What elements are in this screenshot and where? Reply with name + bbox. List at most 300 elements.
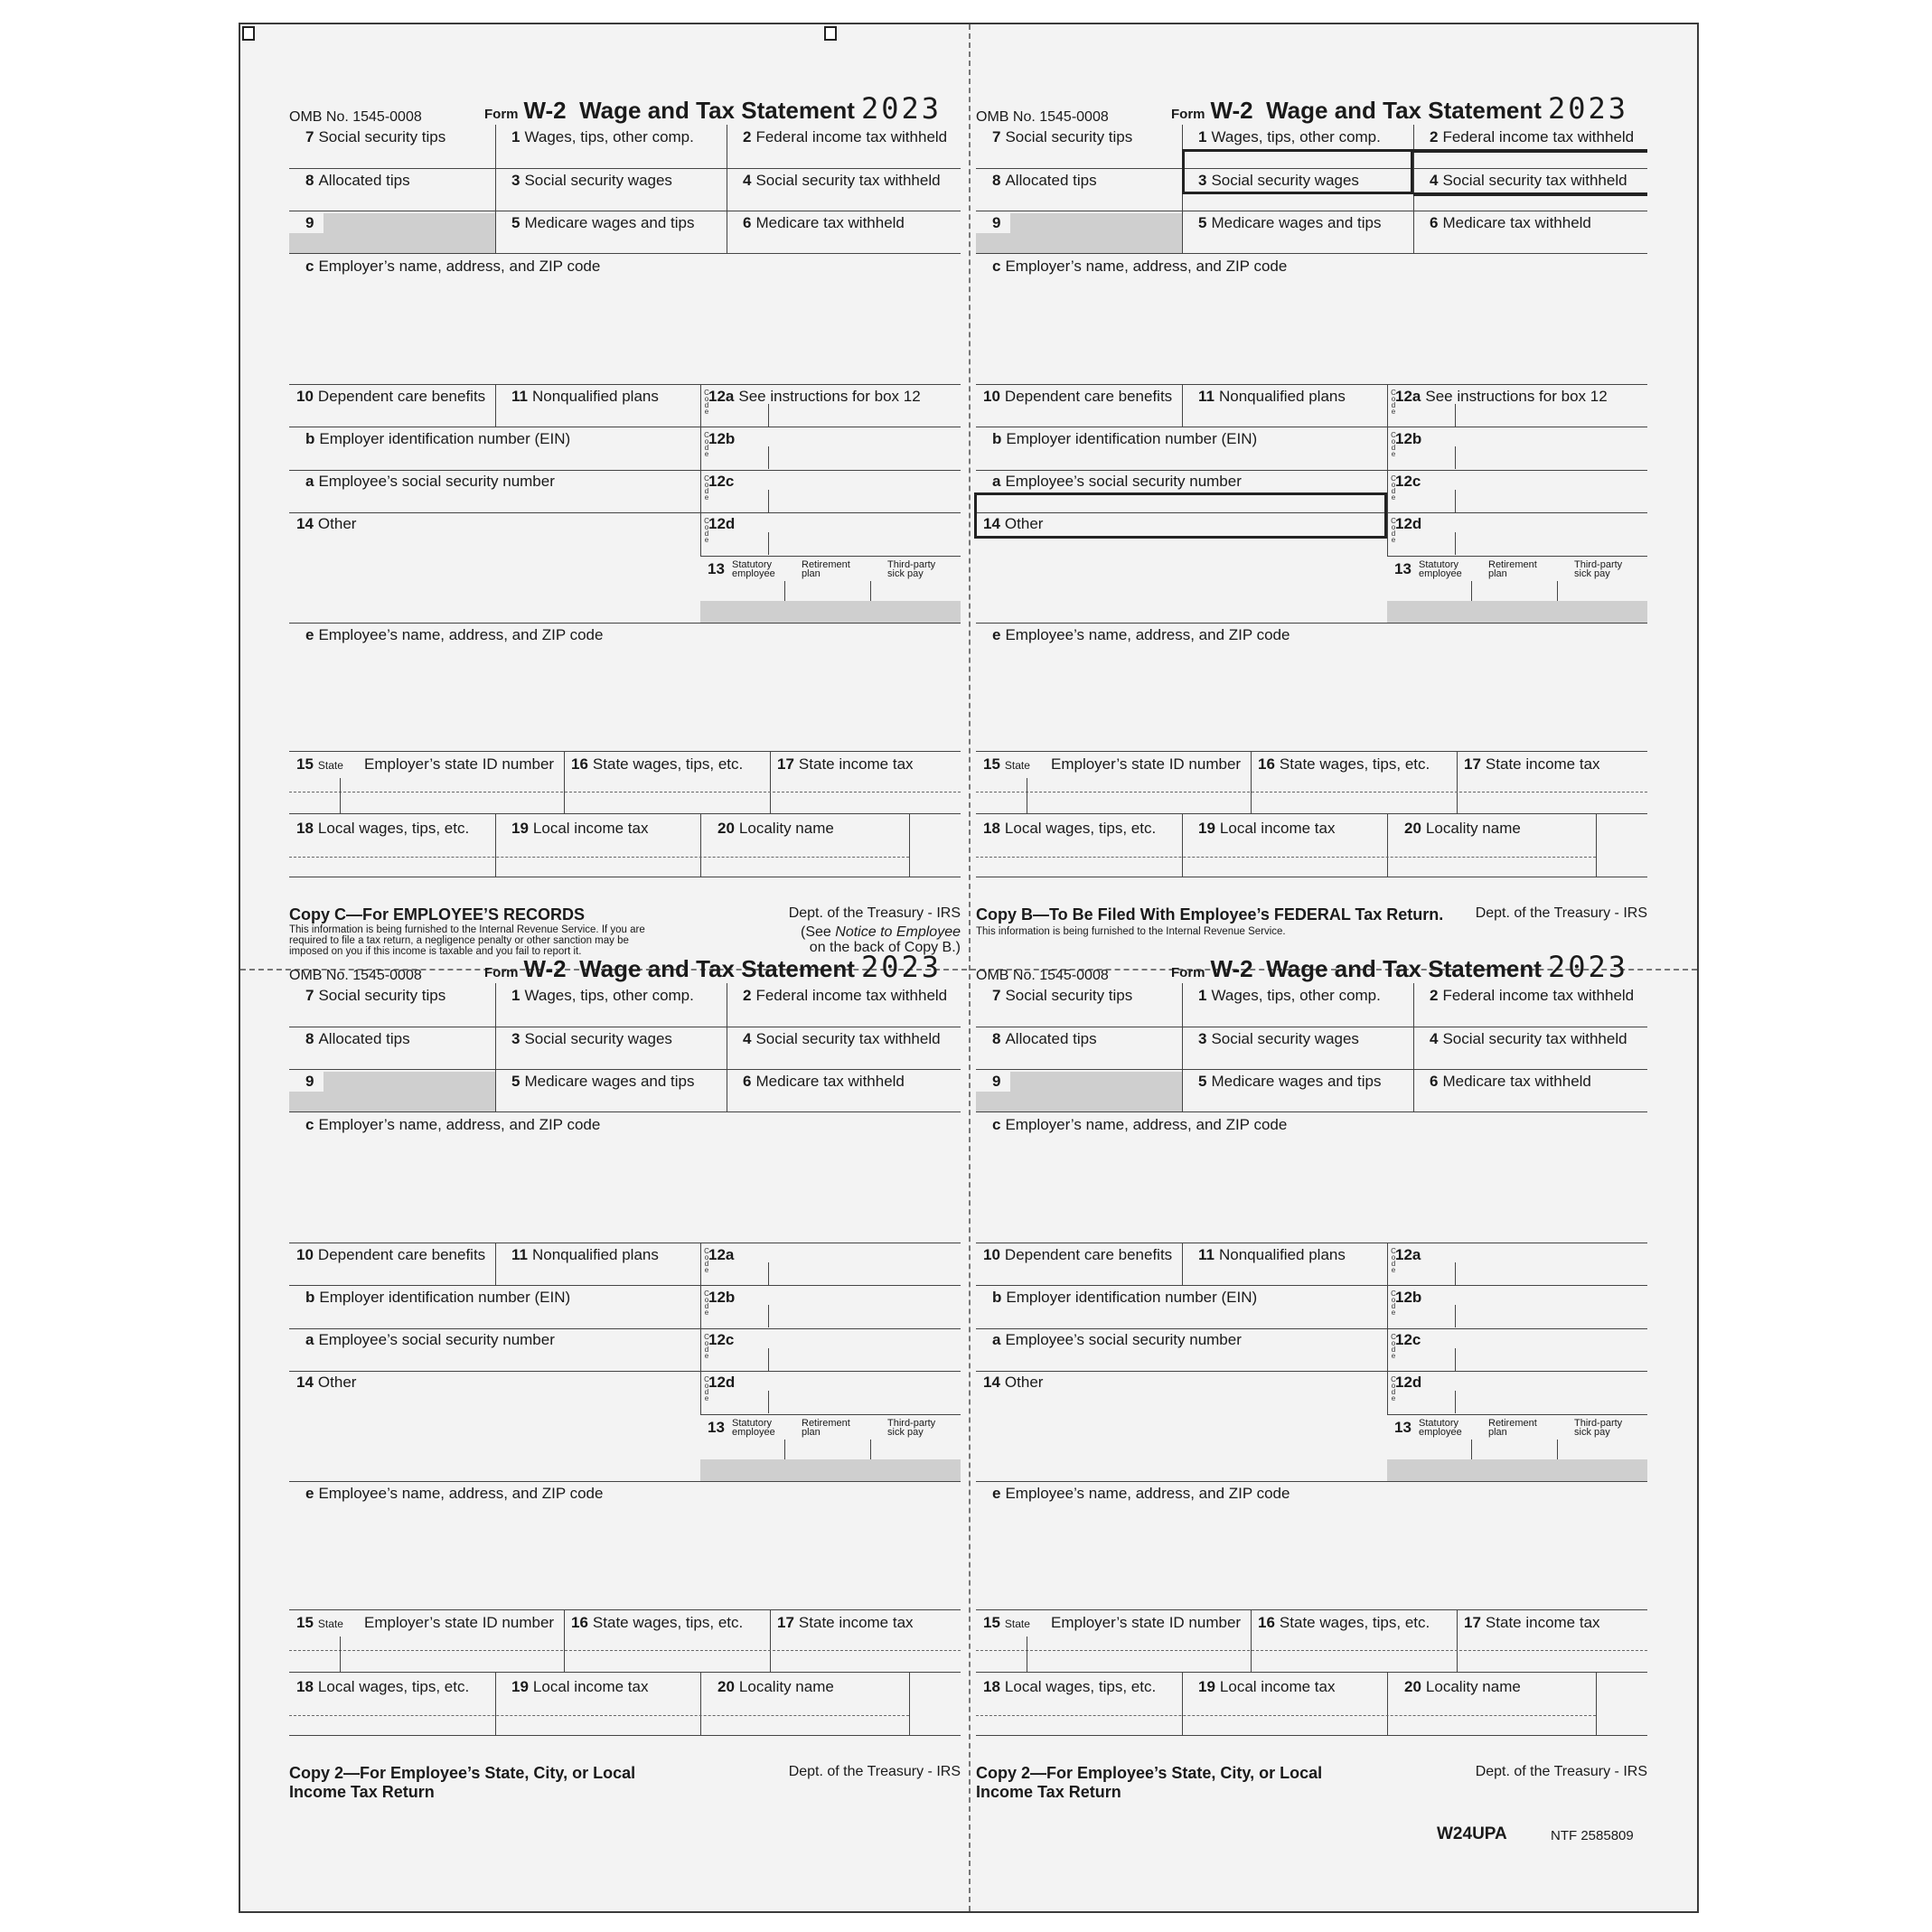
box-1 xyxy=(511,987,694,1005)
box-12-amount-field[interactable] xyxy=(769,446,961,469)
medicare-tax-field[interactable] xyxy=(727,1089,961,1111)
federal-tax-field[interactable] xyxy=(727,145,961,168)
box-label: Nonqualified plans xyxy=(1218,1246,1346,1263)
rule xyxy=(976,1328,1647,1329)
box-12-amount-field[interactable] xyxy=(1456,404,1647,427)
state-income-tax-field[interactable] xyxy=(770,1632,961,1672)
box-label: Employer’s name, address, and ZIP code xyxy=(1005,1116,1288,1133)
box-number: 2 xyxy=(1430,987,1439,1004)
box-label: State wages, tips, etc. xyxy=(1279,1614,1430,1631)
box-13-label: plan xyxy=(1488,1427,1507,1438)
retirement-plan-checkbox[interactable] xyxy=(1518,1440,1543,1459)
local-income-tax-field[interactable] xyxy=(1182,1695,1387,1735)
box-label: Locality name xyxy=(738,1678,834,1695)
box-label: Other xyxy=(317,515,357,532)
employer-name-field[interactable] xyxy=(289,1134,961,1243)
form-title xyxy=(1171,955,1542,987)
box-label: Social security tips xyxy=(318,987,446,1004)
nonqualified-plans-field[interactable] xyxy=(1182,404,1387,427)
box-number: 6 xyxy=(743,1073,752,1090)
box-18 xyxy=(983,1678,1156,1696)
box-12b xyxy=(708,1289,739,1307)
box-number: 1 xyxy=(1198,987,1207,1004)
copy-title-line-1: Copy 2—For Employee’s State, City, or Local xyxy=(976,1764,1323,1782)
employer-state-id-field[interactable] xyxy=(340,774,564,813)
allocated-tips-field[interactable] xyxy=(289,1046,495,1069)
box-label: State wages, tips, etc. xyxy=(592,755,744,773)
box-label: Employer’s name, address, and ZIP code xyxy=(318,258,601,275)
state-field[interactable] xyxy=(289,774,340,813)
box-number: e xyxy=(992,1485,1001,1502)
third-party-sick-pay-checkbox[interactable] xyxy=(917,1440,943,1459)
third-party-sick-pay-checkbox[interactable] xyxy=(1604,1440,1629,1459)
rule xyxy=(784,1440,785,1459)
retirement-plan-checkbox[interactable] xyxy=(831,581,857,601)
rule xyxy=(1387,556,1647,557)
rule xyxy=(1557,1440,1558,1459)
state-wages-field[interactable] xyxy=(1251,1632,1457,1672)
dept-treasury: Dept. of the Treasury - IRS xyxy=(788,905,961,921)
local-wages-field[interactable] xyxy=(289,1695,495,1735)
code-label: C o d e xyxy=(1391,431,1396,458)
tax-year: 2023 xyxy=(1548,950,1629,984)
box-3 xyxy=(511,1030,672,1048)
box-number: 12a xyxy=(1395,1246,1421,1263)
state-income-tax-field[interactable] xyxy=(770,774,961,813)
dependent-care-field[interactable] xyxy=(976,404,1182,427)
retirement-plan-checkbox[interactable] xyxy=(831,1440,857,1459)
w2-form-copy-c xyxy=(289,0,961,957)
box-5 xyxy=(511,1073,695,1091)
wages-field[interactable] xyxy=(495,145,727,168)
box-number: 7 xyxy=(992,128,1001,145)
allocated-tips-field[interactable] xyxy=(976,1046,1182,1069)
box-19 xyxy=(1198,820,1336,838)
social-security-tips-field[interactable] xyxy=(976,1003,1182,1027)
locality-name-field[interactable] xyxy=(1387,1695,1596,1735)
ssn-field[interactable] xyxy=(289,489,700,512)
box-12-amount-field[interactable] xyxy=(769,404,961,427)
copy-title-line-2: Income Tax Return xyxy=(976,1783,1121,1801)
notice-to-employee-text: Notice to Employee xyxy=(835,924,961,940)
federal-tax-field[interactable] xyxy=(1413,145,1647,168)
box-12-amount-field[interactable] xyxy=(1456,1348,1647,1371)
third-party-sick-pay-checkbox[interactable] xyxy=(917,581,943,601)
other-field[interactable] xyxy=(289,533,700,614)
box-number: 5 xyxy=(511,1073,521,1090)
box-number: 12a xyxy=(1395,388,1421,405)
ntf-number: NTF 2585809 xyxy=(1551,1828,1634,1843)
copy-title: Copy C—For EMPLOYEE’S RECORDS xyxy=(289,905,586,924)
box-18 xyxy=(296,820,469,838)
employer-name-field[interactable] xyxy=(976,276,1647,384)
state-label: State xyxy=(1004,759,1030,772)
box-number: 2 xyxy=(1430,128,1439,145)
box-label: Employee’s name, address, and ZIP code xyxy=(1005,626,1290,643)
retirement-plan-label xyxy=(802,560,850,578)
retirement-plan-label xyxy=(802,1419,850,1437)
ein-field[interactable] xyxy=(289,446,700,470)
box-label: Allocated tips xyxy=(1005,1030,1097,1047)
statutory-employee-checkbox[interactable] xyxy=(750,581,775,601)
box-e xyxy=(992,626,1290,644)
dependent-care-field[interactable] xyxy=(289,1262,495,1285)
federal-tax-field[interactable] xyxy=(727,1003,961,1027)
medicare-wages-field[interactable] xyxy=(495,230,727,253)
box-label: Employee’s social security number xyxy=(318,1331,555,1348)
retirement-plan-label xyxy=(1488,560,1537,578)
shaded-box xyxy=(289,233,495,253)
box-13-label: Retirement xyxy=(802,559,850,570)
ss-tax-field[interactable] xyxy=(1413,1046,1647,1069)
box-12-amount-field[interactable] xyxy=(1456,490,1647,512)
statutory-employee-checkbox[interactable] xyxy=(750,1440,775,1459)
box-number: 14 xyxy=(296,1374,314,1391)
box-label: Nonqualified plans xyxy=(531,388,659,405)
box-13-label: Retirement xyxy=(1488,559,1537,570)
box-label: Local income tax xyxy=(1219,820,1336,837)
box-15 xyxy=(983,755,1030,774)
box-16 xyxy=(1258,755,1430,774)
box-number: 18 xyxy=(296,820,314,837)
dept-treasury: Dept. of the Treasury - IRS xyxy=(788,1764,961,1779)
rule xyxy=(976,1609,1647,1610)
box-number: 19 xyxy=(1198,820,1215,837)
box-13-label: plan xyxy=(1488,568,1507,579)
state-wages-field[interactable] xyxy=(564,1632,770,1672)
box-number: 9 xyxy=(992,214,1001,231)
employer-state-id-field[interactable] xyxy=(340,1632,564,1672)
box-number: 14 xyxy=(983,515,1000,532)
box-12-amount-field[interactable] xyxy=(1456,446,1647,469)
shaded-box xyxy=(324,213,495,233)
box-12d xyxy=(1395,1374,1426,1392)
box-14 xyxy=(296,515,356,533)
social-security-tips-field[interactable] xyxy=(976,145,1182,168)
box-11 xyxy=(511,388,659,406)
box-label: Other xyxy=(1004,515,1044,532)
box-number: 12b xyxy=(708,1289,736,1306)
box-number: 11 xyxy=(511,1246,528,1263)
employee-name-field[interactable] xyxy=(289,1503,961,1609)
box-number: 12b xyxy=(1395,1289,1422,1306)
ssn-field[interactable] xyxy=(289,1347,700,1371)
ss-tax-field[interactable] xyxy=(727,188,961,211)
box-number: 6 xyxy=(1430,1073,1439,1090)
box-number: 17 xyxy=(777,755,794,773)
box-label: Social security tips xyxy=(1005,987,1133,1004)
box-label: State income tax xyxy=(1485,1614,1600,1631)
box-number: 16 xyxy=(1258,1614,1275,1631)
form-name: W-2 xyxy=(523,97,567,124)
rule xyxy=(700,1243,701,1414)
box-number: 12c xyxy=(1395,1331,1421,1348)
box-number: 8 xyxy=(992,172,1001,189)
allocated-tips-field[interactable] xyxy=(976,188,1182,211)
locality-name-field[interactable] xyxy=(700,1695,909,1735)
box-12-amount-field[interactable] xyxy=(1456,1391,1647,1413)
box-17 xyxy=(777,1614,914,1632)
box-13-label: plan xyxy=(802,1427,821,1438)
dependent-care-field[interactable] xyxy=(976,1262,1182,1285)
box-12c xyxy=(1395,473,1425,491)
box-12-amount-field[interactable] xyxy=(1456,1305,1647,1327)
box-20 xyxy=(1404,1678,1521,1696)
box-label: Locality name xyxy=(1425,1678,1521,1695)
rule xyxy=(289,1672,961,1673)
box-12a xyxy=(1395,1246,1425,1264)
box-number: 1 xyxy=(1198,128,1207,145)
box-number: 11 xyxy=(1198,388,1215,405)
box-number: 10 xyxy=(296,388,314,405)
w2-form-copy-2-right xyxy=(976,858,1647,1801)
medicare-tax-field[interactable] xyxy=(727,230,961,253)
employee-name-field[interactable] xyxy=(289,644,961,751)
statutory-employee-checkbox[interactable] xyxy=(1437,581,1462,601)
box-label: Dependent care benefits xyxy=(317,1246,486,1263)
box-12a xyxy=(708,388,921,406)
statutory-employee-checkbox[interactable] xyxy=(1437,1440,1462,1459)
box-9 xyxy=(305,214,318,232)
copy-title-line-1: Copy 2—For Employee’s State, City, or Local xyxy=(289,1764,636,1782)
box-6 xyxy=(743,1073,905,1091)
nonqualified-plans-field[interactable] xyxy=(495,1262,700,1285)
code-label: C o d e xyxy=(704,389,709,416)
ss-wages-field[interactable] xyxy=(495,1046,727,1069)
box-3 xyxy=(1198,1030,1359,1048)
wages-field[interactable] xyxy=(1182,1003,1413,1027)
medicare-wages-field[interactable] xyxy=(1182,1089,1413,1111)
box-18 xyxy=(296,1678,469,1696)
box-label: Local income tax xyxy=(532,1678,649,1695)
box-label: State income tax xyxy=(798,755,914,773)
rule xyxy=(289,470,961,471)
federal-tax-field[interactable] xyxy=(1413,1003,1647,1027)
ss-tax-field[interactable] xyxy=(727,1046,961,1069)
medicare-wages-field[interactable] xyxy=(495,1089,727,1111)
employer-state-id-field[interactable] xyxy=(1027,1632,1251,1672)
box-label: Other xyxy=(317,1374,357,1391)
third-party-sick-pay-checkbox[interactable] xyxy=(1604,581,1629,601)
w2-form-copy-2-left xyxy=(289,858,961,1801)
rule xyxy=(976,1481,1647,1482)
box-15 xyxy=(983,1614,1030,1633)
box-20 xyxy=(717,1678,834,1696)
tax-year: 2023 xyxy=(1548,91,1629,126)
dependent-care-field[interactable] xyxy=(289,404,495,427)
code-label: C o d e xyxy=(704,517,709,544)
employer-state-id-field[interactable] xyxy=(1027,774,1251,813)
social-security-tips-field[interactable] xyxy=(289,1003,495,1027)
box-number: b xyxy=(305,430,315,447)
box-13 xyxy=(708,560,729,578)
box-12d xyxy=(708,515,739,533)
box-12-amount-field[interactable] xyxy=(1456,532,1647,555)
box-14 xyxy=(983,1374,1043,1392)
box-13-label: sick pay xyxy=(1574,1427,1610,1438)
box-number: 17 xyxy=(1464,1614,1481,1631)
box-number: a xyxy=(305,1331,314,1348)
box-label: Medicare wages and tips xyxy=(524,214,695,231)
corner-mark-left xyxy=(242,26,255,41)
local-income-tax-field[interactable] xyxy=(495,1695,700,1735)
box-label: Employer’s name, address, and ZIP code xyxy=(1005,258,1288,275)
box-8 xyxy=(992,172,1097,190)
box-label: Employer’s name, address, and ZIP code xyxy=(318,1116,601,1133)
third-party-sick-pay-label xyxy=(1574,1419,1622,1437)
medicare-tax-field[interactable] xyxy=(1413,230,1647,253)
rule xyxy=(1471,581,1472,601)
form-name: W-2 xyxy=(1210,97,1253,124)
employer-state-id-label: Employer’s state ID number xyxy=(364,1614,555,1631)
ss-wages-field[interactable] xyxy=(495,188,727,211)
box-number: 17 xyxy=(1464,755,1481,773)
code-label: C o d e xyxy=(1391,1333,1396,1360)
box-label: Wages, tips, other comp. xyxy=(1211,128,1381,145)
rule xyxy=(976,1111,1647,1112)
ein-field[interactable] xyxy=(976,1305,1387,1328)
form-code: W24UPA xyxy=(1437,1824,1507,1843)
box-13-label: employee xyxy=(732,568,775,579)
state-field[interactable] xyxy=(289,1632,340,1672)
code-label: C o d e xyxy=(1391,1290,1396,1317)
nonqualified-plans-field[interactable] xyxy=(1182,1262,1387,1285)
box-number: a xyxy=(992,473,1001,490)
box-10 xyxy=(296,388,485,406)
other-field[interactable] xyxy=(289,1392,700,1473)
box-5 xyxy=(1198,1073,1382,1091)
state-field[interactable] xyxy=(976,774,1027,813)
other-field[interactable] xyxy=(976,533,1387,614)
box-6 xyxy=(1430,1073,1591,1091)
state-wages-field[interactable] xyxy=(564,774,770,813)
box-label: Social security wages xyxy=(1211,1030,1359,1047)
box-20 xyxy=(717,820,834,838)
shaded-box xyxy=(324,1072,495,1092)
rule xyxy=(909,1672,910,1735)
box-number: a xyxy=(305,473,314,490)
rule xyxy=(1596,1672,1597,1735)
box-number: 15 xyxy=(983,1614,1000,1631)
box-label: State income tax xyxy=(798,1614,914,1631)
box-13-label: sick pay xyxy=(1574,568,1610,579)
box-12d xyxy=(708,1374,739,1392)
rule xyxy=(1387,1414,1647,1415)
rule xyxy=(1557,581,1558,601)
box-e xyxy=(992,1485,1290,1503)
employer-name-field[interactable] xyxy=(976,1134,1647,1243)
box-label: State wages, tips, etc. xyxy=(1279,755,1430,773)
ss-wages-field[interactable] xyxy=(1182,1046,1413,1069)
form-title xyxy=(484,97,855,128)
box-13-label: plan xyxy=(802,568,821,579)
box-1 xyxy=(1198,128,1381,146)
state-label: State xyxy=(317,759,343,772)
box-12-amount-field[interactable] xyxy=(769,1391,961,1413)
box-number: 9 xyxy=(305,214,314,231)
box-label: Social security tax withheld xyxy=(1442,172,1627,189)
box-label: Local wages, tips, etc. xyxy=(317,820,470,837)
box-label: Social security tax withheld xyxy=(755,172,941,189)
box-label: Employer identification number (EIN) xyxy=(319,430,571,447)
ss-tax-field[interactable] xyxy=(1413,188,1647,211)
other-field[interactable] xyxy=(976,1392,1387,1473)
rule xyxy=(870,581,871,601)
social-security-tips-field[interactable] xyxy=(289,145,495,168)
form-name: W-2 xyxy=(1210,955,1253,982)
shaded-box xyxy=(1387,601,1647,623)
ssn-field[interactable] xyxy=(976,1347,1387,1371)
allocated-tips-field[interactable] xyxy=(289,188,495,211)
dept-treasury: Dept. of the Treasury - IRS xyxy=(1475,1764,1647,1779)
box-12b xyxy=(1395,430,1426,448)
box-4 xyxy=(1430,1030,1627,1048)
box-13-label: Third-party xyxy=(1574,1418,1623,1429)
box-9 xyxy=(992,1073,1005,1091)
box-number: 13 xyxy=(708,560,725,577)
state-field[interactable] xyxy=(976,1632,1027,1672)
highlight-line-2 xyxy=(1413,192,1647,196)
wages-field[interactable] xyxy=(495,1003,727,1027)
state-wages-field[interactable] xyxy=(1251,774,1457,813)
local-wages-field[interactable] xyxy=(976,1695,1182,1735)
box-number: 5 xyxy=(1198,1073,1207,1090)
box-12-amount-field[interactable] xyxy=(769,1262,961,1285)
state-income-tax-field[interactable] xyxy=(1457,1632,1647,1672)
statutory-employee-label xyxy=(1419,1419,1462,1437)
rule xyxy=(976,253,1647,254)
rule xyxy=(700,384,701,556)
ein-field[interactable] xyxy=(976,446,1387,470)
nonqualified-plans-field[interactable] xyxy=(495,404,700,427)
box-number: 6 xyxy=(1430,214,1439,231)
box-number: 4 xyxy=(743,1030,752,1047)
medicare-wages-field[interactable] xyxy=(1182,230,1413,253)
box-number: 10 xyxy=(983,388,1000,405)
box-12-amount-field[interactable] xyxy=(1456,1262,1647,1285)
ein-field[interactable] xyxy=(289,1305,700,1328)
box-label: Employee’s name, address, and ZIP code xyxy=(318,626,604,643)
box-12-amount-field[interactable] xyxy=(769,532,961,555)
highlight-box-1 xyxy=(1182,149,1413,194)
box-13-label: Third-party xyxy=(887,1418,936,1429)
state-income-tax-field[interactable] xyxy=(1457,774,1647,813)
box-12-amount-field[interactable] xyxy=(769,1348,961,1371)
box-number: 12d xyxy=(708,515,736,532)
employee-name-field[interactable] xyxy=(976,1503,1647,1609)
vertical-perforation xyxy=(969,24,971,1911)
box-11 xyxy=(1198,1246,1346,1264)
box-4 xyxy=(743,1030,941,1048)
rule xyxy=(976,1735,1647,1736)
box-6 xyxy=(743,214,905,232)
box-12-amount-field[interactable] xyxy=(769,1305,961,1327)
box-label: Medicare tax withheld xyxy=(755,214,905,231)
box-number: 10 xyxy=(983,1246,1000,1263)
box-number: 14 xyxy=(296,515,314,532)
box-12-amount-field[interactable] xyxy=(769,490,961,512)
box-number: 3 xyxy=(511,1030,521,1047)
employee-name-field[interactable] xyxy=(976,644,1647,751)
employer-name-field[interactable] xyxy=(289,276,961,384)
employer-state-id-label: Employer’s state ID number xyxy=(1051,1614,1242,1631)
box-1 xyxy=(1198,987,1381,1005)
retirement-plan-checkbox[interactable] xyxy=(1518,581,1543,601)
box-13-label: Statutory xyxy=(1419,1418,1459,1429)
box-c xyxy=(305,258,600,276)
box-17 xyxy=(1464,755,1600,774)
medicare-tax-field[interactable] xyxy=(1413,1089,1647,1111)
